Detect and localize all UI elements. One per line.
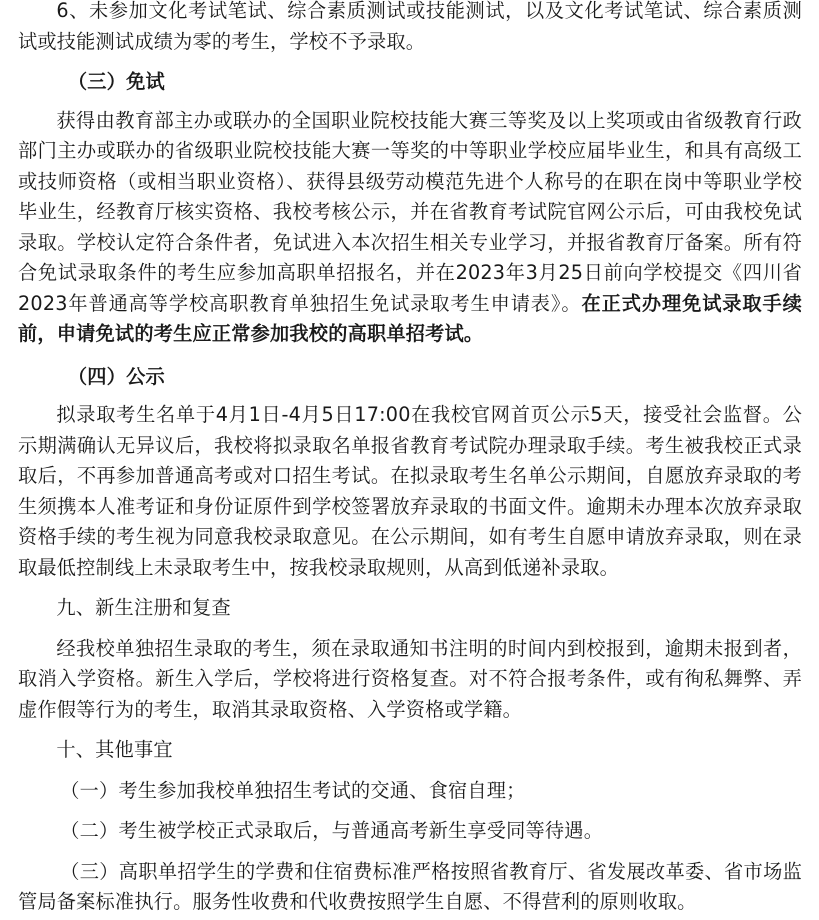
rule-6-paragraph: 6、未参加文化考试笔试、综合素质测试或技能测试，以及文化考试笔试、综合素质测试或技能测试成绩为零的考生，学校不予录取。 bbox=[18, 0, 802, 53]
section-9-heading: 九、新生注册和复查 bbox=[56, 596, 231, 619]
section-9-paragraph: 经我校单独招生录取的考生，须在录取通知书注明的时间内到校报到，逾期未报到者，取消入学资格。新生入学后，学校将进行资格复查。对不符合报考条件，或有徇私舞弊、弄虚作假等行为的考生，取消其录取资格、入学资格或学籍。 bbox=[18, 636, 802, 721]
publicity-paragraph: 拟录取考生名单于4月1日-4月5日17:00在我校官网首页公示5天，接受社会监督。公示期满确认无异议后，我校将拟录取名单报省教育考试院办理录取手续。考生被我校正式录取后，不再参加普通高考或对口招生考试。在拟录取考生名单公示期间，自愿放弃录取的考生须携本人准考证和身份证原件到学校签署放弃录取的书面文件。逾期未办理本次放弃录取资格手续的考生视为同意我校录取意见。在公示期间，如有考生自愿申请放弃录取，则在录取最低控制线上未录取考生中，按我校录取规则，从高到低递补录取。 bbox=[18, 403, 802, 579]
document-body bbox=[18, 0, 802, 918]
section-10-item-2: （二）考生被学校正式录取后，与普通高考新生享受同等待遇。 bbox=[60, 819, 604, 842]
exemption-bold-note: 在正式办理免试录取手续前，申请免试的考生应正常参加我校的高职单招考试。 bbox=[18, 291, 803, 345]
publicity-heading: （四）公示 bbox=[67, 364, 165, 388]
exemption-paragraph bbox=[18, 106, 802, 350]
exemption-heading: （三）免试 bbox=[67, 70, 165, 93]
section-10-item-3: （三）高职单招学生的学费和住宿费标准严格按照省教育厅、省发展改革委、省市场监管局备案标准执行。服务性收费和代收费按照学生自愿、不得营利的原则收取。 bbox=[18, 859, 802, 913]
exemption-body-text: 获得由教育部主办或联办的全国职业院校技能大赛三等奖及以上奖项或由省级教育行政部门主办或联办的省级职业院校技能大赛一等奖的中等职业学校应届毕业生，和具有高级工或技师资格（或相当职业资格）、获得县级劳动模范先进个人称号的在职在岗中等职业学校毕业生，经教育厅核实资格、我校考核公示，并在省教育考试院官网公示后，可由我校免试录取。学校认定符合条件者，免试进入本次招生相关专业学习，并报省教育厅备案。所有符合免试录取条件的考生应参加高职单招报名，并在2023年3月25日前向学校提交《四川省2023年普通高等学校高职教育单独招生免试录取考生申请表》。 bbox=[18, 108, 802, 315]
section-10-item-1: （一）考生参加我校单独招生考试的交通、食宿自理； bbox=[60, 778, 526, 802]
section-10-heading: 十、其他事宜 bbox=[56, 738, 173, 761]
